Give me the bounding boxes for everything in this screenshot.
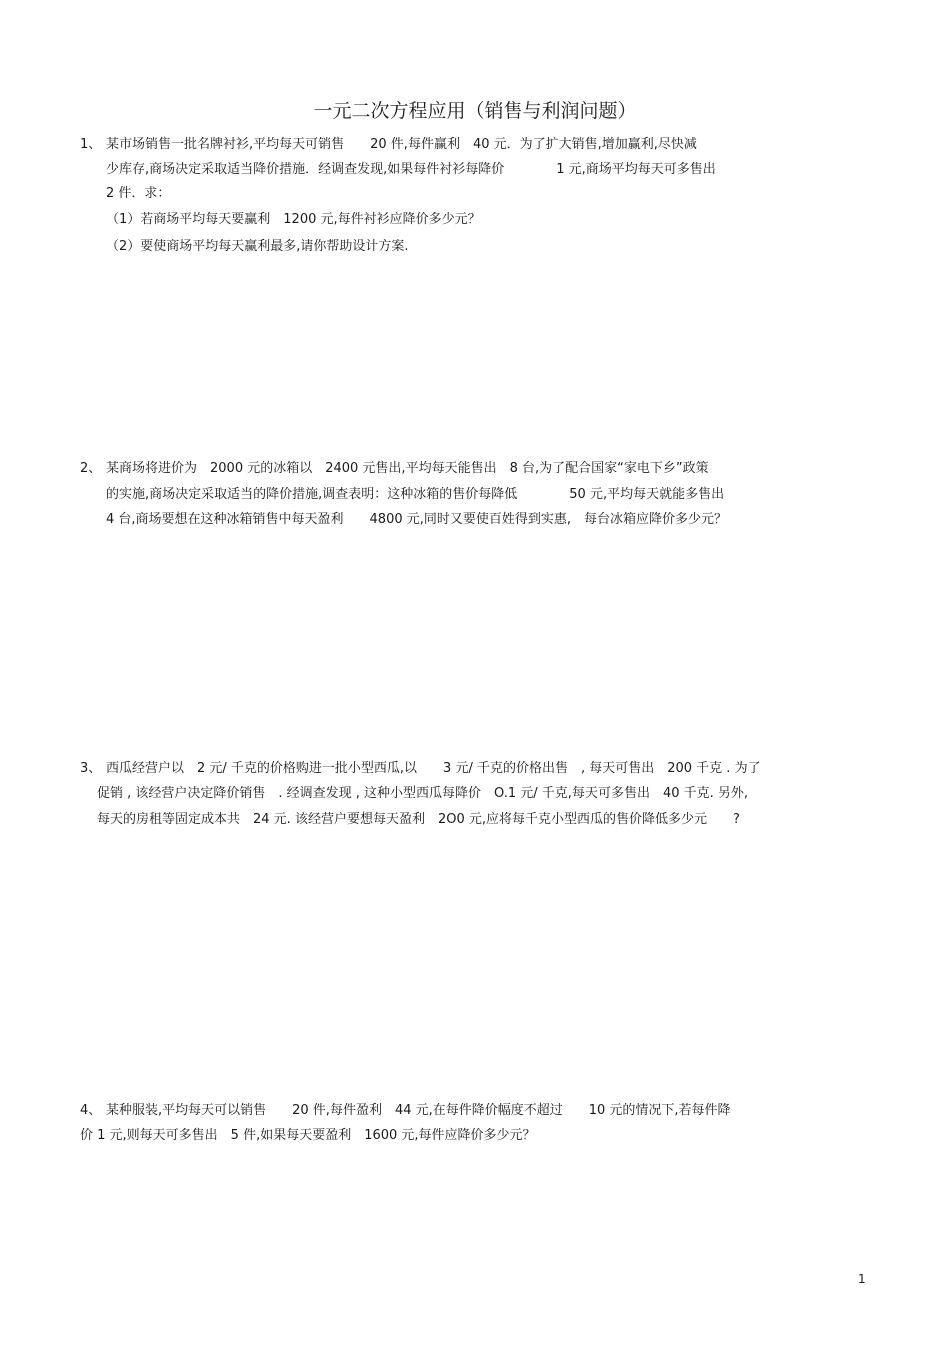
question-line: 2 件．求： (106, 186, 171, 201)
question-line: 某种服装,平均每天可以销售 20 件,每件盈利 44 元,在每件降价幅度不超过 10 元的情况下,若每件降 (106, 1103, 731, 1118)
question-line: 某商场将进价为 2000 元的冰箱以 2400 元售出,平均每天能售出 8 台,为了配合国家“家电下乡”政策 (106, 461, 709, 476)
question-line: 某市场销售一批名牌衬衫,平均每天可销售 20 件,每件赢利 40 元．为了扩大销售,增加赢利,尽快减 (106, 137, 697, 152)
question-line: 促销 , 该经营户决定降价销售 . 经调查发现 , 这种小型西瓜每降价 O.1 元/ 千克,每天可多售出 40 千克. 另外, (97, 786, 749, 801)
question-line: 西瓜经营户以 2 元/ 千克的价格购进一批小型西瓜,以 3 元/ 千克的价格出售 , 每天可售出 200 千克 . 为了 (106, 761, 761, 776)
sub-question: （2）要使商场平均每天赢利最多,请你帮助设计方案. (106, 239, 409, 254)
question-number: 1、 (80, 137, 102, 152)
question-number: 4、 (80, 1103, 102, 1118)
question-line: 价 1 元,则每天可多售出 5 件,如果每天要盈利 1600 元,每件应降价多少元？ (80, 1128, 536, 1143)
question-line: 的实施,商场决定采取适当的降价措施,调查表明：这种冰箱的售价每降低 50 元,平均每天就能多售出 (106, 487, 725, 502)
document-title: 一元二次方程应用（销售与利润问题） (313, 100, 637, 122)
page-number: 1 (858, 1272, 866, 1286)
question-number: 2、 (80, 461, 102, 476)
question-line: 4 台,商场要想在这种冰箱销售中每天盈利 4800 元,同时又要使百姓得到实惠, 每台冰箱应降价多少元？ (106, 512, 728, 527)
question-number: 3、 (80, 761, 102, 776)
sub-question: （1）若商场平均每天要赢利 1200 元,每件衬衫应降价多少元？ (106, 212, 481, 227)
question-line: 每天的房租等固定成本共 24 元. 该经营户要想每天盈利 2O0 元,应将每千克小型西瓜的售价降低多少元 ? (97, 812, 740, 827)
question-line: 少库存,商场决定采取适当降价措施．经调查发现,如果每件衬衫每降价 1 元,商场平均每天可多售出 (106, 162, 716, 177)
